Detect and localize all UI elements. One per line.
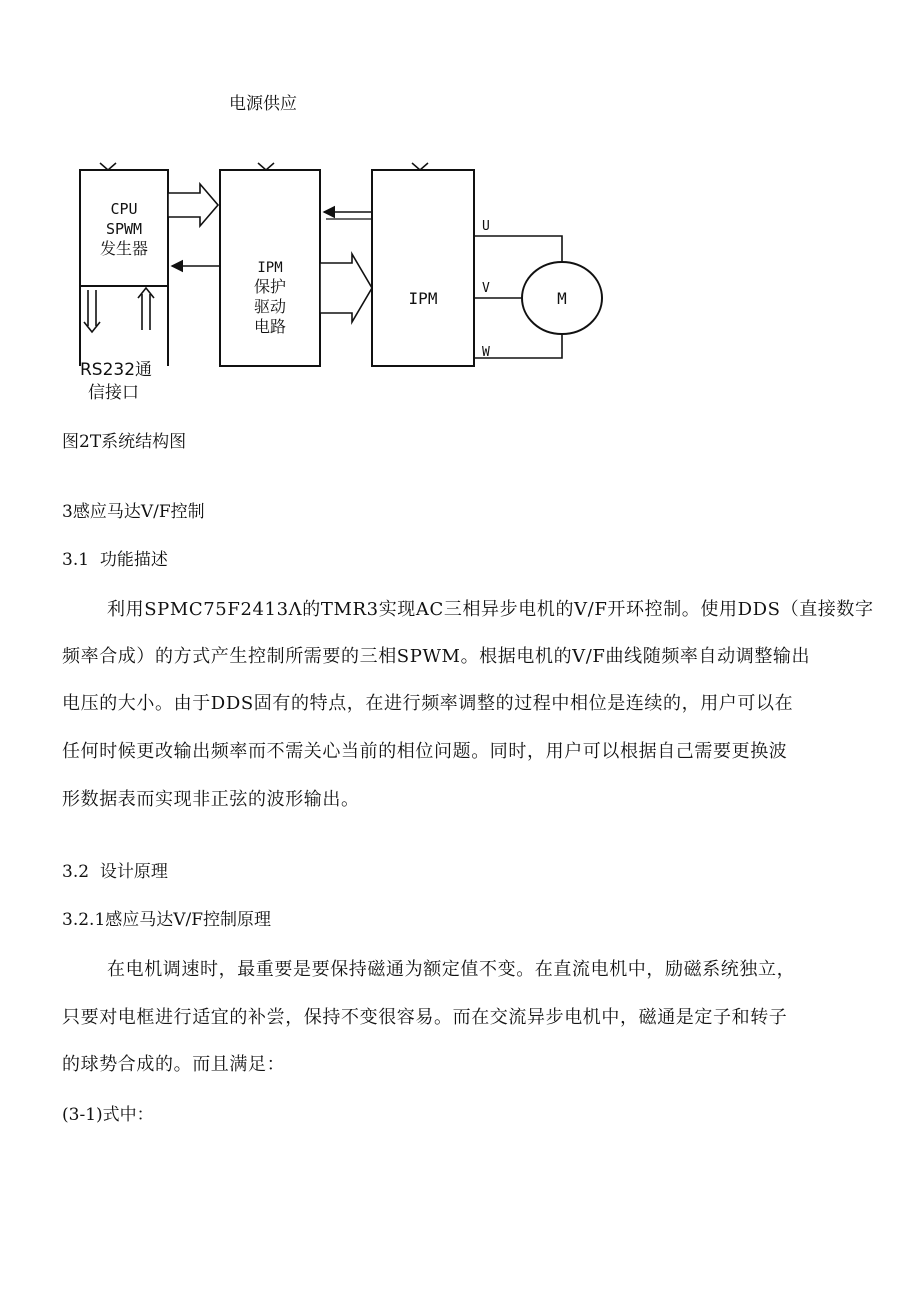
cpu-spwm-block [80,170,168,366]
phase-label-w: W [482,345,490,360]
section-3-2-1-heading: 3.2.1感应马达V/F控制原理 [62,910,272,930]
formula-reference: (3-1)式中： [62,1105,154,1125]
section-3-heading: 3感应马达V/F控制 [62,502,205,522]
motor [522,262,602,334]
cpu-block-line-1: CPU [110,200,138,218]
ipm-driver-block [220,170,320,366]
s31-para-line-4: 任何时候更改输出频率而不需关心当前的相位问题。同时，用户可以根据自己需要更换波 [62,741,788,762]
s321-para-line-1: 在电机调速时，最重要是要保持磁通为额定值不变。在直流电机中，励磁系统独立， [107,959,796,980]
cpu-block-line-3: 发生器 [99,239,149,258]
driver-block-line-2: 保护 [253,277,287,296]
power-ticks [100,163,428,170]
section-3-2-heading: 3.2 设计原理 [62,862,168,882]
section-3-1-heading: 3.1 功能描述 [62,550,168,570]
rs232-label-line1: RS232通 [80,360,153,380]
s31-para-line-5: 形数据表而实现非正弦的波形输出。 [62,789,360,810]
system-block-diagram [0,0,920,380]
rs232-bus-arrows [84,288,154,332]
phase-label-v: V [482,281,490,296]
s31-para-line-3: 电压的大小。由于DDS固有的特点，在进行频率调整的过程中相位是连续的，用户可以在 [62,693,794,714]
s31-para-line-1: 利用SPMC75F2413Λ的TMR3实现AC三相异步电机的V/F开环控制。使用DDS（直接数字 [107,599,874,620]
power-supply-label: 电源供应 [229,94,297,114]
figure-caption: 图2T系统结构图 [62,432,187,452]
s321-para-line-2: 只要对电框进行适宜的补尝，保持不变很容易。而在交流异步电机中，磁通是定子和转子 [62,1007,788,1028]
rs232-label-line2: 信接口 [88,383,139,403]
driver-to-ipm-arrow [320,254,372,322]
cpu-block-line-2: SPWM [105,220,143,238]
ipm-block [372,170,474,366]
s321-para-line-3: 的球势合成的。而且满足： [62,1054,286,1075]
driver-block-line-1: IPM [257,260,283,276]
s31-para-line-2: 频率合成）的方式产生控制所需要的三相SPWM。根据电机的V/F曲线随频率自动调整输出 [62,646,811,667]
motor-label: M [557,289,567,308]
phase-label-u: U [482,219,490,234]
ipm-block-label: IPM [408,289,438,308]
driver-block-line-4: 电路 [253,317,287,336]
cpu-to-driver-arrow [168,184,218,226]
driver-block-line-3: 驱动 [253,297,287,316]
